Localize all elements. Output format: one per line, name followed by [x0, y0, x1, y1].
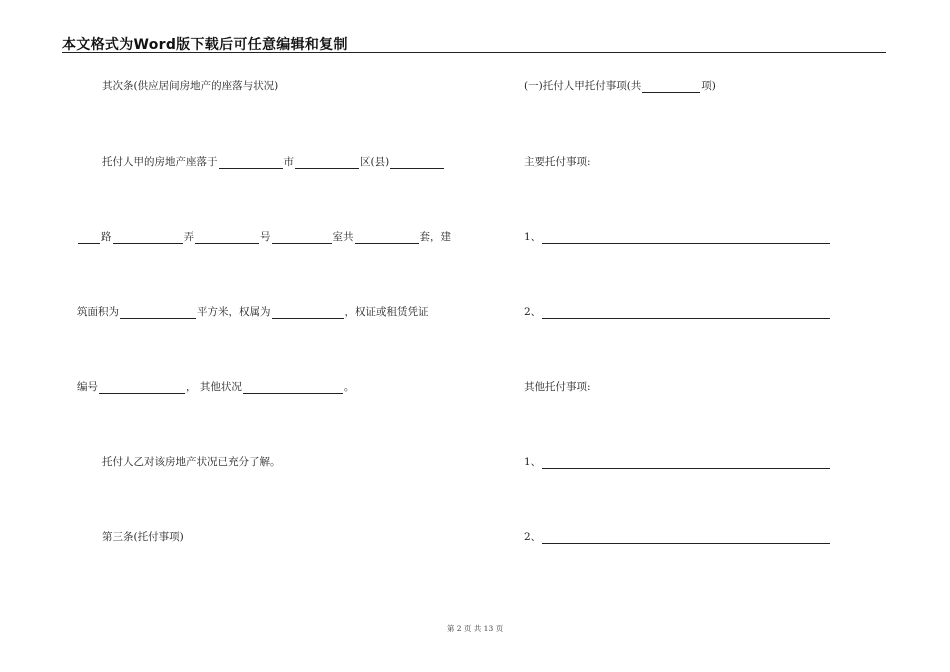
district-tail-blank[interactable] — [390, 158, 444, 169]
other-status-blank[interactable] — [243, 383, 343, 394]
main-matter-1 — [524, 230, 831, 244]
other-matter-2-number: 2、 — [524, 531, 542, 543]
main-matter-2-blank[interactable] — [542, 308, 830, 319]
cert-number-label: 编号 — [77, 381, 98, 393]
other-matter-2 — [524, 530, 831, 544]
main-matters-heading — [524, 155, 591, 169]
acknowledgement-text: 托付人乙对该房地产状况已充分了解。 — [102, 456, 281, 468]
cert-number-blank[interactable] — [99, 383, 185, 394]
main-matter-2-number: 2、 — [524, 306, 542, 318]
lane-label: 弄 — [183, 231, 194, 243]
other-matters-heading-text: 其他托付事项: — [524, 381, 591, 393]
area-label: 筑面积为 — [77, 306, 119, 318]
road-blank[interactable] — [78, 233, 100, 244]
district-blank[interactable] — [295, 158, 359, 169]
other-status-label: ， 其他状况 — [186, 381, 242, 393]
lane-blank[interactable] — [113, 233, 183, 244]
entrust-item-a — [524, 79, 716, 93]
unit-label: 套，建 — [419, 231, 451, 243]
unit-count-blank[interactable] — [355, 233, 419, 244]
other-matter-1-blank[interactable] — [542, 458, 830, 469]
address-line — [77, 230, 451, 244]
item-count-suffix: 项) — [701, 80, 716, 92]
area-blank[interactable] — [120, 308, 196, 319]
city-label: 市 — [283, 156, 294, 168]
location-label: 托付人甲的房地产座落于 — [102, 156, 218, 168]
main-matter-1-number: 1、 — [524, 231, 542, 243]
number-blank[interactable] — [195, 233, 259, 244]
clause3-title-text: 第三条(托付事项) — [102, 531, 184, 543]
area-line — [77, 305, 429, 319]
clause2-title — [102, 79, 278, 93]
road-label: 路 — [101, 231, 112, 243]
certificate-label: ，权证或租赁凭证 — [344, 306, 429, 318]
entrust-item-a-label: (一)托付人甲托付事项(共 — [524, 80, 642, 92]
acknowledgement — [102, 455, 281, 469]
main-matter-1-blank[interactable] — [542, 233, 830, 244]
main-matters-heading-text: 主要托付事项: — [524, 156, 591, 168]
ownership-label: 平方米，权属为 — [197, 306, 271, 318]
line-end-mark: 。 — [343, 381, 355, 393]
other-matter-1-number: 1、 — [524, 456, 542, 468]
clause2-title-text: 其次条(供应居间房地产的座落与状况) — [102, 80, 279, 92]
ownership-blank[interactable] — [272, 308, 344, 319]
location-line — [102, 155, 445, 169]
number-label: 号 — [260, 231, 271, 243]
district-label: 区(县) — [360, 156, 390, 168]
item-count-blank[interactable] — [642, 82, 700, 93]
page-number: 第 2 页 共 13 页 — [446, 624, 504, 633]
clause3-title — [102, 530, 184, 544]
page-header-title: 本文格式为Word版下载后可任意编辑和复制 — [62, 37, 348, 53]
other-matter-1 — [524, 455, 831, 469]
room-blank[interactable] — [272, 233, 332, 244]
header-rule — [62, 52, 886, 53]
main-matter-2 — [524, 305, 831, 319]
other-matters-heading — [524, 380, 591, 394]
room-label: 室共 — [332, 231, 354, 243]
other-matter-2-blank[interactable] — [542, 533, 830, 544]
city-blank[interactable] — [219, 158, 283, 169]
number-other-line — [77, 380, 354, 394]
